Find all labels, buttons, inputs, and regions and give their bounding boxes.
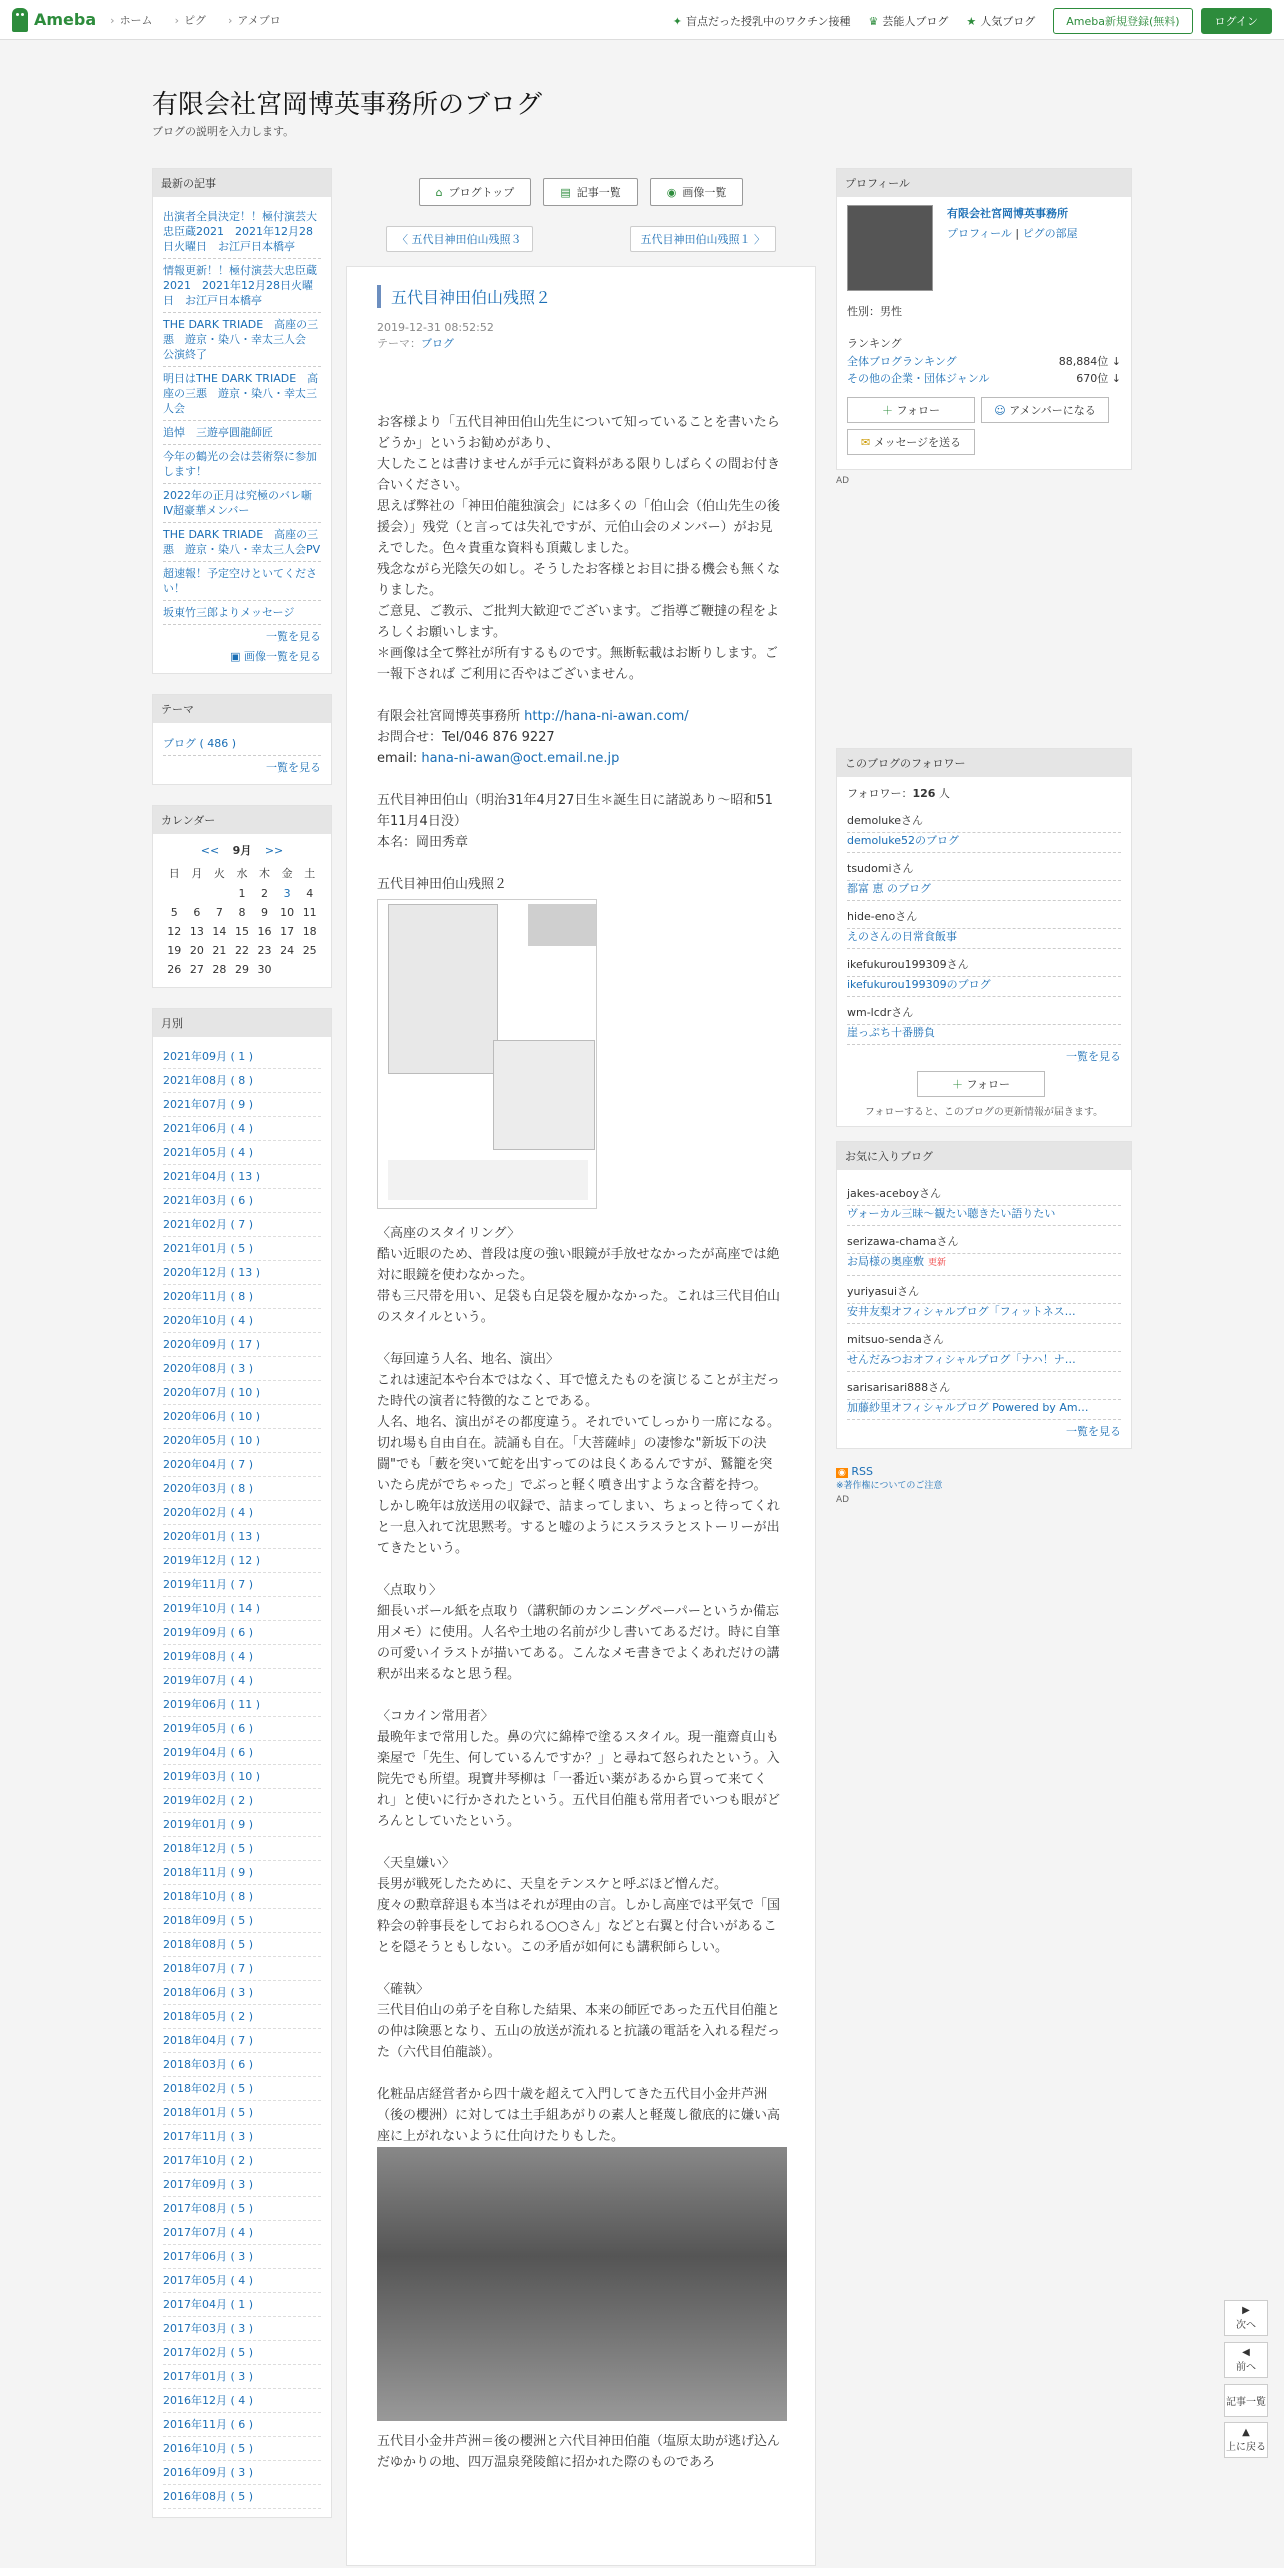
archive-month-link[interactable]: 2018年09月 ( 5 ) bbox=[163, 1909, 321, 1933]
theme-more-link[interactable]: 一覧を見る bbox=[266, 761, 321, 774]
tab-article-list[interactable]: ▤ 記事一覧 bbox=[543, 178, 637, 206]
day: 6 bbox=[193, 906, 201, 919]
archive-month-link[interactable]: 2020年01月 ( 13 ) bbox=[163, 1525, 321, 1549]
archive-month-link[interactable]: 2016年09月 ( 3 ) bbox=[163, 2461, 321, 2485]
day: 1 bbox=[238, 887, 246, 900]
favorite-item bbox=[847, 1276, 1121, 1324]
image-list-link[interactable]: ▣ 画像一覧を見る bbox=[230, 650, 321, 663]
nav-pigg[interactable]: › ピグ bbox=[175, 12, 206, 28]
section-notes: 〈点取り〉 細長いボール紙を点取り（講釈師のカンニングペーパーというか備忘用メモ）に使用。人名や土地の名前が少し書いてあるだけ。時に自筆の可愛いイラストが描いてある。こんなメモ書きでよくあれだけの講釈が出来るなと思う程。 bbox=[377, 1583, 781, 1682]
back-to-top-button[interactable]: ▲ 上に戻る bbox=[1224, 2422, 1268, 2458]
home-icon: ⌂ bbox=[435, 185, 443, 199]
genre-ranking-value: 670位 ↓ bbox=[1076, 372, 1121, 385]
envelope-icon: ✉ bbox=[860, 436, 874, 449]
celebrity-blog-link[interactable]: ♛ 芸能人ブログ bbox=[868, 14, 949, 28]
calendar-table bbox=[163, 862, 321, 979]
rss-block bbox=[836, 1465, 1132, 1491]
archive-month-link[interactable]: 2018年03月 ( 6 ) bbox=[163, 2053, 321, 2077]
pigg-room-link[interactable]: ピグの部屋 bbox=[1022, 227, 1078, 240]
day: 22 bbox=[234, 944, 249, 957]
top-right bbox=[673, 8, 1272, 34]
follower-blog-link[interactable]: えのさんの日常食飯事 bbox=[847, 930, 957, 943]
archive-month-link[interactable]: 2019年09月 ( 6 ) bbox=[163, 1621, 321, 1645]
day: 29 bbox=[234, 963, 249, 976]
recent-article-link[interactable]: 情報更新！！極付演芸大忠臣蔵2021 2021年12月28日火曜日 お江戸日本橋亭 bbox=[163, 259, 321, 313]
archive-month-link[interactable]: 2021年08月 ( 8 ) bbox=[163, 1069, 321, 1093]
follower-item bbox=[847, 949, 1121, 997]
archive-month-link[interactable]: 2021年06月 ( 4 ) bbox=[163, 1117, 321, 1141]
weekday: 火 bbox=[213, 867, 225, 880]
profile-box: プロフィール 有限会社宮岡博英事務所 プロフィール | ピグの部屋 性別：男性 ランキング 全体ブログランキング 88,884位 ↓ その他の企業・団体ジャンル 670位 ↓ ＋ フォロー ☺ アメンバーになる ✉ メッセージを送る bbox=[836, 168, 1132, 470]
calendar-prev[interactable]: << bbox=[200, 844, 220, 857]
favorite-blog-link[interactable]: ヴォーカル三昧～観たい聴きたい語りたい bbox=[847, 1207, 1056, 1220]
favorites-heading: お気に入りブログ bbox=[837, 1142, 1131, 1170]
follower-item bbox=[847, 901, 1121, 949]
archive-month-link[interactable]: 2018年10月 ( 8 ) bbox=[163, 1885, 321, 1909]
amember-button[interactable]: ☺ アメンバーになる bbox=[981, 397, 1109, 423]
calendar-next[interactable]: >> bbox=[264, 844, 284, 857]
tab-blog-top[interactable]: ⌂ ブログトップ bbox=[419, 178, 532, 206]
archive-month-link[interactable]: 2017年10月 ( 2 ) bbox=[163, 2149, 321, 2173]
tab-image-list[interactable]: ◉ 画像一覧 bbox=[650, 178, 744, 206]
follower-blog-link[interactable]: demoluke52のブログ bbox=[847, 834, 959, 847]
weekday: 月 bbox=[191, 867, 203, 880]
archive-month-link[interactable]: 2020年08月 ( 3 ) bbox=[163, 1357, 321, 1381]
ranking-label: ランキング bbox=[847, 337, 902, 350]
weekday: 水 bbox=[236, 867, 248, 880]
next-page-button[interactable]: ▶ 次へ bbox=[1224, 2300, 1268, 2336]
day: 25 bbox=[302, 944, 317, 957]
article-theme-link[interactable]: ブログ bbox=[421, 337, 454, 350]
archive-month-link[interactable]: 2019年06月 ( 11 ) bbox=[163, 1693, 321, 1717]
archive-month-link[interactable]: 2020年09月 ( 17 ) bbox=[163, 1333, 321, 1357]
archive-month-link[interactable]: 2021年04月 ( 13 ) bbox=[163, 1165, 321, 1189]
archive-month-link[interactable]: 2021年07月 ( 9 ) bbox=[163, 1093, 321, 1117]
ameba-logo[interactable]: Ameba bbox=[12, 8, 96, 32]
calendar-box bbox=[152, 805, 332, 988]
archive-month-link[interactable]: 2020年10月 ( 4 ) bbox=[163, 1309, 321, 1333]
day: 8 bbox=[238, 906, 246, 919]
day bbox=[208, 884, 231, 903]
follower-user[interactable]: hide-enoさん bbox=[847, 905, 1121, 929]
sparkle-icon: ✦ bbox=[672, 14, 683, 28]
archive-month-link[interactable]: 2019年07月 ( 4 ) bbox=[163, 1669, 321, 1693]
left-sidebar bbox=[152, 168, 332, 2538]
day: 24 bbox=[280, 944, 295, 957]
contact-company: 有限会社宮岡博英事務所 bbox=[377, 709, 525, 724]
archive-month-link[interactable]: 2018年02月 ( 5 ) bbox=[163, 2077, 321, 2101]
profile-heading: プロフィール bbox=[837, 169, 1131, 197]
follower-user[interactable]: ikefukurou199309さん bbox=[847, 953, 1121, 977]
follower-item bbox=[847, 805, 1121, 853]
favorites-box bbox=[836, 1141, 1132, 1449]
follower-list bbox=[847, 805, 1121, 1045]
archive-month-link[interactable]: 2019年10月 ( 14 ) bbox=[163, 1597, 321, 1621]
rss-icon: ◉ bbox=[838, 1468, 846, 1478]
archive-month-link[interactable]: 2018年01月 ( 5 ) bbox=[163, 2101, 321, 2125]
day: 18 bbox=[302, 925, 317, 938]
archive-month-link[interactable]: 2019年02月 ( 2 ) bbox=[163, 1789, 321, 1813]
genre-ranking-link[interactable]: その他の企業・団体ジャンル bbox=[847, 372, 990, 385]
profile-paragraph: 五代目神田伯山（明治31年4月27日生＊誕生日に諸説あり～昭和51年11月4日没） 本名：岡田秀章 bbox=[377, 793, 773, 850]
avatar[interactable] bbox=[847, 205, 933, 291]
email-link[interactable]: hana-ni-awan@oct.email.ne.jp bbox=[421, 751, 620, 766]
article-list-button[interactable]: 記事一覧 bbox=[1224, 2384, 1268, 2417]
gender: 性別：男性 bbox=[847, 305, 902, 318]
top-nav bbox=[110, 12, 303, 28]
follower-item bbox=[847, 997, 1121, 1045]
star-icon: ★ bbox=[966, 14, 977, 28]
section-conflict: 〈確執〉 三代目伯山の弟子を自称した結果、本来の師匠であった五代目伯龍との仲は険悪となり、五山の放送が流れると抗議の電話を入れる程だった（六代目伯龍談）。 bbox=[377, 1982, 781, 2060]
follower-blog-link[interactable]: ikefukurou199309のブログ bbox=[847, 978, 991, 991]
follower-count: フォロワー：126 人 bbox=[847, 787, 950, 800]
day bbox=[186, 884, 209, 903]
followers-more-link[interactable]: 一覧を見る bbox=[1066, 1050, 1121, 1063]
updated-badge: 更新 bbox=[928, 1258, 947, 1268]
plus-icon: ＋ bbox=[952, 1078, 967, 1091]
section-emperor: 〈天皇嫌い〉 長男が戦死したために、天皇をテンスケと呼ぶほど憎んだ。 度々の勲章辞退も本当はそれが理由の言。しかし高座では平気で「国粋会の幹事長をしておられる○○さん」などと右翼と付合いがあることを隠そうともしない。この矛盾が如何にも講釈師らしい。 bbox=[377, 1856, 781, 1955]
nav-home[interactable]: › ホーム bbox=[110, 12, 152, 28]
archive-month-link[interactable]: 2018年05月 ( 2 ) bbox=[163, 2005, 321, 2029]
recent-article-link[interactable]: 超速報！予定空けといてください！ bbox=[163, 562, 321, 601]
archive-month-link[interactable]: 2018年11月 ( 9 ) bbox=[163, 1861, 321, 1885]
day: 13 bbox=[189, 925, 204, 938]
ameba-logo-icon bbox=[12, 8, 28, 32]
favorite-item bbox=[847, 1372, 1121, 1420]
day bbox=[163, 884, 186, 903]
archive-month-link[interactable]: 2021年02月 ( 7 ) bbox=[163, 1213, 321, 1237]
day: 20 bbox=[189, 944, 204, 957]
calendar-month: 9月 bbox=[232, 844, 252, 857]
archive-month-link[interactable]: 2020年05月 ( 10 ) bbox=[163, 1429, 321, 1453]
archive-box bbox=[152, 1008, 332, 2518]
archive-month-link[interactable]: 2017年02月 ( 5 ) bbox=[163, 2341, 321, 2365]
day: 16 bbox=[257, 925, 272, 938]
right-sidebar bbox=[836, 168, 1132, 1517]
archive-month-link[interactable]: 2020年02月 ( 4 ) bbox=[163, 1501, 321, 1525]
profile-name[interactable]: 有限会社宮岡博英事務所 bbox=[947, 207, 1068, 220]
back-icon: ◀ bbox=[1242, 2347, 1250, 2358]
recent-more-link[interactable]: 一覧を見る bbox=[266, 630, 321, 643]
follower-item bbox=[847, 853, 1121, 901]
weekday: 日 bbox=[168, 867, 180, 880]
archive-month-link[interactable]: 2019年05月 ( 6 ) bbox=[163, 1717, 321, 1741]
day: 17 bbox=[280, 925, 295, 938]
calendar-heading: カレンダー bbox=[153, 806, 331, 834]
up-icon: ▲ bbox=[1242, 2427, 1250, 2438]
weekday: 木 bbox=[259, 867, 271, 880]
recent-article-link[interactable]: 今年の鶴光の会は芸術祭に参加します！ bbox=[163, 445, 321, 484]
day: 27 bbox=[189, 963, 204, 976]
day: 5 bbox=[170, 906, 178, 919]
trend-link[interactable]: ✦ 盲点だった授乳中のワクチン接種 bbox=[672, 14, 851, 28]
recent-articles-heading: 最新の記事 bbox=[153, 169, 331, 197]
favorite-blog-link[interactable]: せんだみつおオフィシャルブログ「ナハ！ナ… bbox=[847, 1353, 1076, 1366]
article-meta bbox=[377, 320, 785, 352]
follow-button[interactable]: ＋ フォロー bbox=[847, 397, 975, 423]
archive-month-link[interactable]: 2017年11月 ( 3 ) bbox=[163, 2125, 321, 2149]
copyright-note-link[interactable]: ※著作権についてのご注意 bbox=[836, 1481, 943, 1491]
popular-blog-link[interactable]: ★ 人気ブログ bbox=[966, 14, 1036, 28]
archive-month-link[interactable]: 2018年08月 ( 5 ) bbox=[163, 1933, 321, 1957]
archive-month-link[interactable]: 2019年04月 ( 6 ) bbox=[163, 1741, 321, 1765]
prev-page-button[interactable]: ◀ 前へ bbox=[1224, 2342, 1268, 2378]
archive-month-link[interactable]: 2017年09月 ( 3 ) bbox=[163, 2173, 321, 2197]
article-pager bbox=[386, 226, 776, 252]
photo-caption-1: 五代目神田伯山残照２ bbox=[377, 877, 508, 892]
follow-note: フォローすると、このブログの更新情報が届きます。 bbox=[864, 1107, 1104, 1118]
blog-title[interactable]: 有限会社宮岡博英事務所のブログ bbox=[152, 90, 543, 120]
archive-month-link[interactable]: 2018年07月 ( 7 ) bbox=[163, 1957, 321, 1981]
archive-month-link[interactable]: 2016年11月 ( 6 ) bbox=[163, 2413, 321, 2437]
nav-ameblo[interactable]: › アメブロ bbox=[228, 12, 281, 28]
favorite-blog-link[interactable]: 加藤紗里オフィシャルブログ Powered by Am… bbox=[847, 1401, 1089, 1414]
register-button[interactable]: Ameba新規登録(無料) bbox=[1053, 8, 1192, 34]
follower-user[interactable]: demolukeさん bbox=[847, 809, 1121, 833]
group-photo[interactable] bbox=[377, 2147, 787, 2421]
camera-icon: ◉ bbox=[666, 185, 677, 199]
followers-heading: このブログのフォロワー bbox=[837, 749, 1131, 777]
document-icon: ▤ bbox=[560, 185, 571, 199]
next-article-button[interactable]: 五代目神田伯山残照１ 〉 bbox=[630, 226, 777, 252]
article-date: 2019-12-31 08:52:52 bbox=[377, 321, 494, 334]
day: 9 bbox=[261, 906, 269, 919]
follower-user[interactable]: wm-lcdrさん bbox=[847, 1001, 1121, 1025]
article-title[interactable]: 五代目神田伯山残照２ bbox=[377, 285, 785, 308]
recent-article-link[interactable]: 追悼 三遊亭圓龍師匠 bbox=[163, 421, 321, 445]
theme-link[interactable]: ブログ ( 486 ) bbox=[163, 731, 321, 756]
archive-month-link[interactable]: 2017年03月 ( 3 ) bbox=[163, 2317, 321, 2341]
archive-month-link[interactable]: 2016年08月 ( 5 ) bbox=[163, 2485, 321, 2509]
archive-month-link[interactable]: 2019年08月 ( 4 ) bbox=[163, 1645, 321, 1669]
day: 11 bbox=[302, 906, 317, 919]
favorite-blog-link[interactable]: 安井友梨オフィシャルブログ「フィットネス… bbox=[847, 1305, 1076, 1318]
contact-block bbox=[377, 706, 785, 769]
overall-ranking-value: 88,884位 ↓ bbox=[1058, 355, 1121, 368]
theme-box bbox=[152, 694, 332, 785]
archive-month-link[interactable]: 2020年03月 ( 8 ) bbox=[163, 1477, 321, 1501]
recent-article-link[interactable]: THE DARK TRIADE 高座の三悪 遊京・染八・幸太三人会PV bbox=[163, 523, 321, 562]
archive-month-link[interactable]: 2020年07月 ( 10 ) bbox=[163, 1381, 321, 1405]
plus-icon: ＋ bbox=[882, 404, 897, 417]
theme-label: テーマ： bbox=[377, 337, 421, 350]
archive-month-link[interactable]: 2018年06月 ( 3 ) bbox=[163, 1981, 321, 2005]
archive-month-link[interactable]: 2021年09月 ( 1 ) bbox=[163, 1045, 321, 1069]
ad-label-2: AD bbox=[836, 1495, 850, 1505]
top-bar bbox=[0, 0, 1284, 40]
archive-month-link[interactable]: 2020年11月 ( 8 ) bbox=[163, 1285, 321, 1309]
archive-month-link[interactable]: 2017年06月 ( 3 ) bbox=[163, 2245, 321, 2269]
message-button[interactable]: ✉ メッセージを送る bbox=[847, 429, 975, 455]
section-names: 〈毎回違う人名、地名、演出〉 これは速記本や台本ではなく、耳で憶えたものを演じることが主だった時代の演者に特徴的なことである。 人名、地名、演出がその都度違う。それでいてしっかり一席になる。切れ場も自由自在。読誦も自在。「大菩薩峠」の凄惨な"新坂下の決闘"でも「藪を突いて蛇を出すってのは良くあるんですが、鷲籠を突いたら虎がでちゃった」でぶっと軽く噴き出すような含蓄を持つ。 しかし晩年は放送用の収録で、詰まってしまい、ちょっと待ってくれと一息入れて沈思黙考。すると嘘のようにスラスラとストーリーが出てきたという。 bbox=[377, 1352, 781, 1556]
website-link[interactable]: http://hana-ni-awan.com/ bbox=[524, 709, 689, 724]
archive-month-link[interactable]: 2019年03月 ( 10 ) bbox=[163, 1765, 321, 1789]
archive-month-link[interactable]: 2017年08月 ( 5 ) bbox=[163, 2197, 321, 2221]
article-body bbox=[377, 412, 785, 2473]
recent-article-link[interactable]: 2022年の正月は究極のバレ噺Ⅳ超豪華メンバー bbox=[163, 484, 321, 523]
email-label: email: bbox=[377, 751, 422, 766]
archive-month-link[interactable]: 2018年04月 ( 7 ) bbox=[163, 2029, 321, 2053]
archive-month-link[interactable]: 2017年01月 ( 3 ) bbox=[163, 2365, 321, 2389]
followers-box bbox=[836, 748, 1132, 1127]
favorite-user[interactable]: yuriyasuiさん bbox=[847, 1280, 1121, 1304]
favorite-item bbox=[847, 1226, 1121, 1276]
follower-user[interactable]: tsudomiさん bbox=[847, 857, 1121, 881]
prev-article-button[interactable]: 〈 五代目神田伯山残照３ bbox=[386, 226, 533, 252]
archive-month-link[interactable]: 2021年05月 ( 4 ) bbox=[163, 1141, 321, 1165]
recent-article-link[interactable]: 明日はTHE DARK TRIADE 高座の三悪 遊京・染八・幸太三人会 bbox=[163, 367, 321, 421]
crown-icon: ♛ bbox=[868, 14, 879, 28]
archive-month-link[interactable]: 2021年03月 ( 6 ) bbox=[163, 1189, 321, 1213]
archive-month-link[interactable]: 2016年10月 ( 5 ) bbox=[163, 2437, 321, 2461]
day: 2 bbox=[261, 887, 269, 900]
section-styling: 〈高座のスタイリング〉 酷い近眼のため、普段は度の強い眼鏡が手放せなかったが高座では絶対に眼鏡を使わなかった。 帯も三尺帯を用い、足袋も白足袋を履かなかった。これは三代目伯山のスタイルという。 bbox=[377, 1226, 781, 1325]
day: 19 bbox=[167, 944, 182, 957]
day: 21 bbox=[212, 944, 227, 957]
favorite-list bbox=[847, 1178, 1121, 1420]
favorites-more-link[interactable]: 一覧を見る bbox=[1066, 1425, 1121, 1438]
favorite-user[interactable]: jakes-aceboyさん bbox=[847, 1182, 1121, 1206]
archive-month-link[interactable]: 2017年07月 ( 4 ) bbox=[163, 2221, 321, 2245]
archive-list bbox=[153, 1037, 331, 2517]
day-link[interactable]: 3 bbox=[283, 887, 291, 900]
main-column bbox=[346, 168, 816, 2566]
favorite-user[interactable]: serizawa-chamaさん bbox=[847, 1230, 1121, 1254]
day bbox=[276, 960, 299, 979]
recent-article-link[interactable]: THE DARK TRIADE 高座の三悪 遊京・染八・幸太三人会 公演終了 bbox=[163, 313, 321, 367]
day: 23 bbox=[257, 944, 272, 957]
login-button[interactable]: ログイン bbox=[1201, 8, 1272, 34]
day: 28 bbox=[212, 963, 227, 976]
day: 15 bbox=[234, 925, 249, 938]
day: 10 bbox=[280, 906, 295, 919]
day bbox=[298, 960, 321, 979]
archive-month-link[interactable]: 2020年06月 ( 10 ) bbox=[163, 1405, 321, 1429]
follower-blog-link[interactable]: 都富 恵 のブログ bbox=[847, 882, 931, 895]
recent-article-link[interactable]: 出演者全員決定！！極付演芸大忠臣蔵2021 2021年12月28日火曜日 お江戸日本橋亭 bbox=[163, 205, 321, 259]
archive-month-link[interactable]: 2016年12月 ( 4 ) bbox=[163, 2389, 321, 2413]
ad-space bbox=[836, 498, 1132, 748]
archive-month-link[interactable]: 2020年04月 ( 7 ) bbox=[163, 1453, 321, 1477]
favorite-user[interactable]: sarisarisari888さん bbox=[847, 1376, 1121, 1400]
day: 4 bbox=[306, 887, 314, 900]
weekday: 金 bbox=[281, 867, 293, 880]
intro-paragraph: お客様より「五代目神田伯山先生について知っていることを書いたらどうか」というお勧めがあり、 大したことは書けませんが手元に資料がある限りしばらくの間お付き合いください。 思えば弊社の「神田伯龍独演会」には多くの「伯山会（伯山先生の後援会）」残党（と言っては失礼ですが、元伯山会のメンバー）がお見えでした。色々貴重な資料も頂戴しました。 残念ながら光陰矢の如し。そうしたお客様とお目に掛る機会も無くなりました。 ご意見、ご教示、ご批判大歓迎でございます。ご指導ご鞭撻の程をよろしくお願いします。 ＊画像は全て弊社が所有するものです。無断転載はお断りします。ご一報下されば ご利用に否やはございません。 bbox=[377, 415, 781, 682]
section-koganei: 化粧品店経営者から四十歳を超えて入門してきた五代目小金井芦洲（後の櫻洲）に対しては土手組あがりの素人と軽蔑し徹底的に嫌い高座に上がれないように仕向けたりもした。 bbox=[377, 2087, 781, 2144]
article bbox=[346, 266, 816, 2566]
archive-month-link[interactable]: 2019年11月 ( 7 ) bbox=[163, 1573, 321, 1597]
favorite-blog-link[interactable]: お局様の奥座敷 bbox=[847, 1255, 924, 1268]
theme-heading: テーマ bbox=[153, 695, 331, 723]
blog-description: ブログの説明を入力します。 bbox=[152, 125, 295, 138]
people-icon: ☺ bbox=[994, 404, 1010, 417]
contact-tel: お問合せ：Tel/046 876 9227 bbox=[377, 730, 555, 745]
blog-tabs bbox=[346, 178, 816, 206]
recent-articles-box bbox=[152, 168, 332, 674]
overall-ranking-link[interactable]: 全体ブログランキング bbox=[847, 355, 957, 368]
archive-month-link[interactable]: 2019年12月 ( 12 ) bbox=[163, 1549, 321, 1573]
day: 30 bbox=[257, 963, 272, 976]
favorite-item bbox=[847, 1324, 1121, 1372]
profile-link[interactable]: プロフィール bbox=[947, 227, 1012, 240]
day: 7 bbox=[215, 906, 223, 919]
favorite-item bbox=[847, 1178, 1121, 1226]
day: 14 bbox=[212, 925, 227, 938]
archive-month-link[interactable]: 2020年12月 ( 13 ) bbox=[163, 1261, 321, 1285]
ad-label: AD bbox=[836, 476, 850, 486]
follower-blog-link[interactable]: 崖っぷち十番勝負 bbox=[847, 1026, 935, 1039]
archive-month-link[interactable]: 2018年12月 ( 5 ) bbox=[163, 1837, 321, 1861]
archive-month-link[interactable]: 2019年01月 ( 9 ) bbox=[163, 1813, 321, 1837]
day: 26 bbox=[167, 963, 182, 976]
recent-article-link[interactable]: 坂東竹三郎よりメッセージ bbox=[163, 601, 321, 625]
follow-button-2[interactable]: ＋ フォロー bbox=[917, 1071, 1045, 1097]
manuscript-photo[interactable] bbox=[377, 899, 597, 1209]
archive-heading: 月別 bbox=[153, 1009, 331, 1037]
section-cocaine: 〈コカイン常用者〉 最晩年まで常用した。鼻の穴に綿棒で塗るスタイル。現一龍齋貞山も楽屋で「先生、何しているんですか？」と尋ねて怒られたという。入院先でも所望。現寶井琴柳は「一番近い薬があるから買って来てくれ」と使いに行かされたという。五代目伯龍も常用者でいつも眼がどろんとしていたという。 bbox=[377, 1709, 781, 1829]
archive-month-link[interactable]: 2017年04月 ( 1 ) bbox=[163, 2293, 321, 2317]
day: 12 bbox=[167, 925, 182, 938]
favorite-user[interactable]: mitsuo-sendaさん bbox=[847, 1328, 1121, 1352]
image-icon: ▣ bbox=[230, 650, 244, 663]
rss-link[interactable]: ◉ RSS bbox=[838, 1465, 873, 1478]
group-photo-caption: 五代目小金井芦洲＝後の櫻洲と六代目神田伯龍（塩原太助が逃げ込んだゆかりの地、四万温泉発陵館に招かれた際のものであろ bbox=[377, 2434, 781, 2470]
weekday: 土 bbox=[304, 867, 316, 880]
archive-month-link[interactable]: 2017年05月 ( 4 ) bbox=[163, 2269, 321, 2293]
play-icon: ▶ bbox=[1242, 2305, 1250, 2316]
archive-month-link[interactable]: 2021年01月 ( 5 ) bbox=[163, 1237, 321, 1261]
